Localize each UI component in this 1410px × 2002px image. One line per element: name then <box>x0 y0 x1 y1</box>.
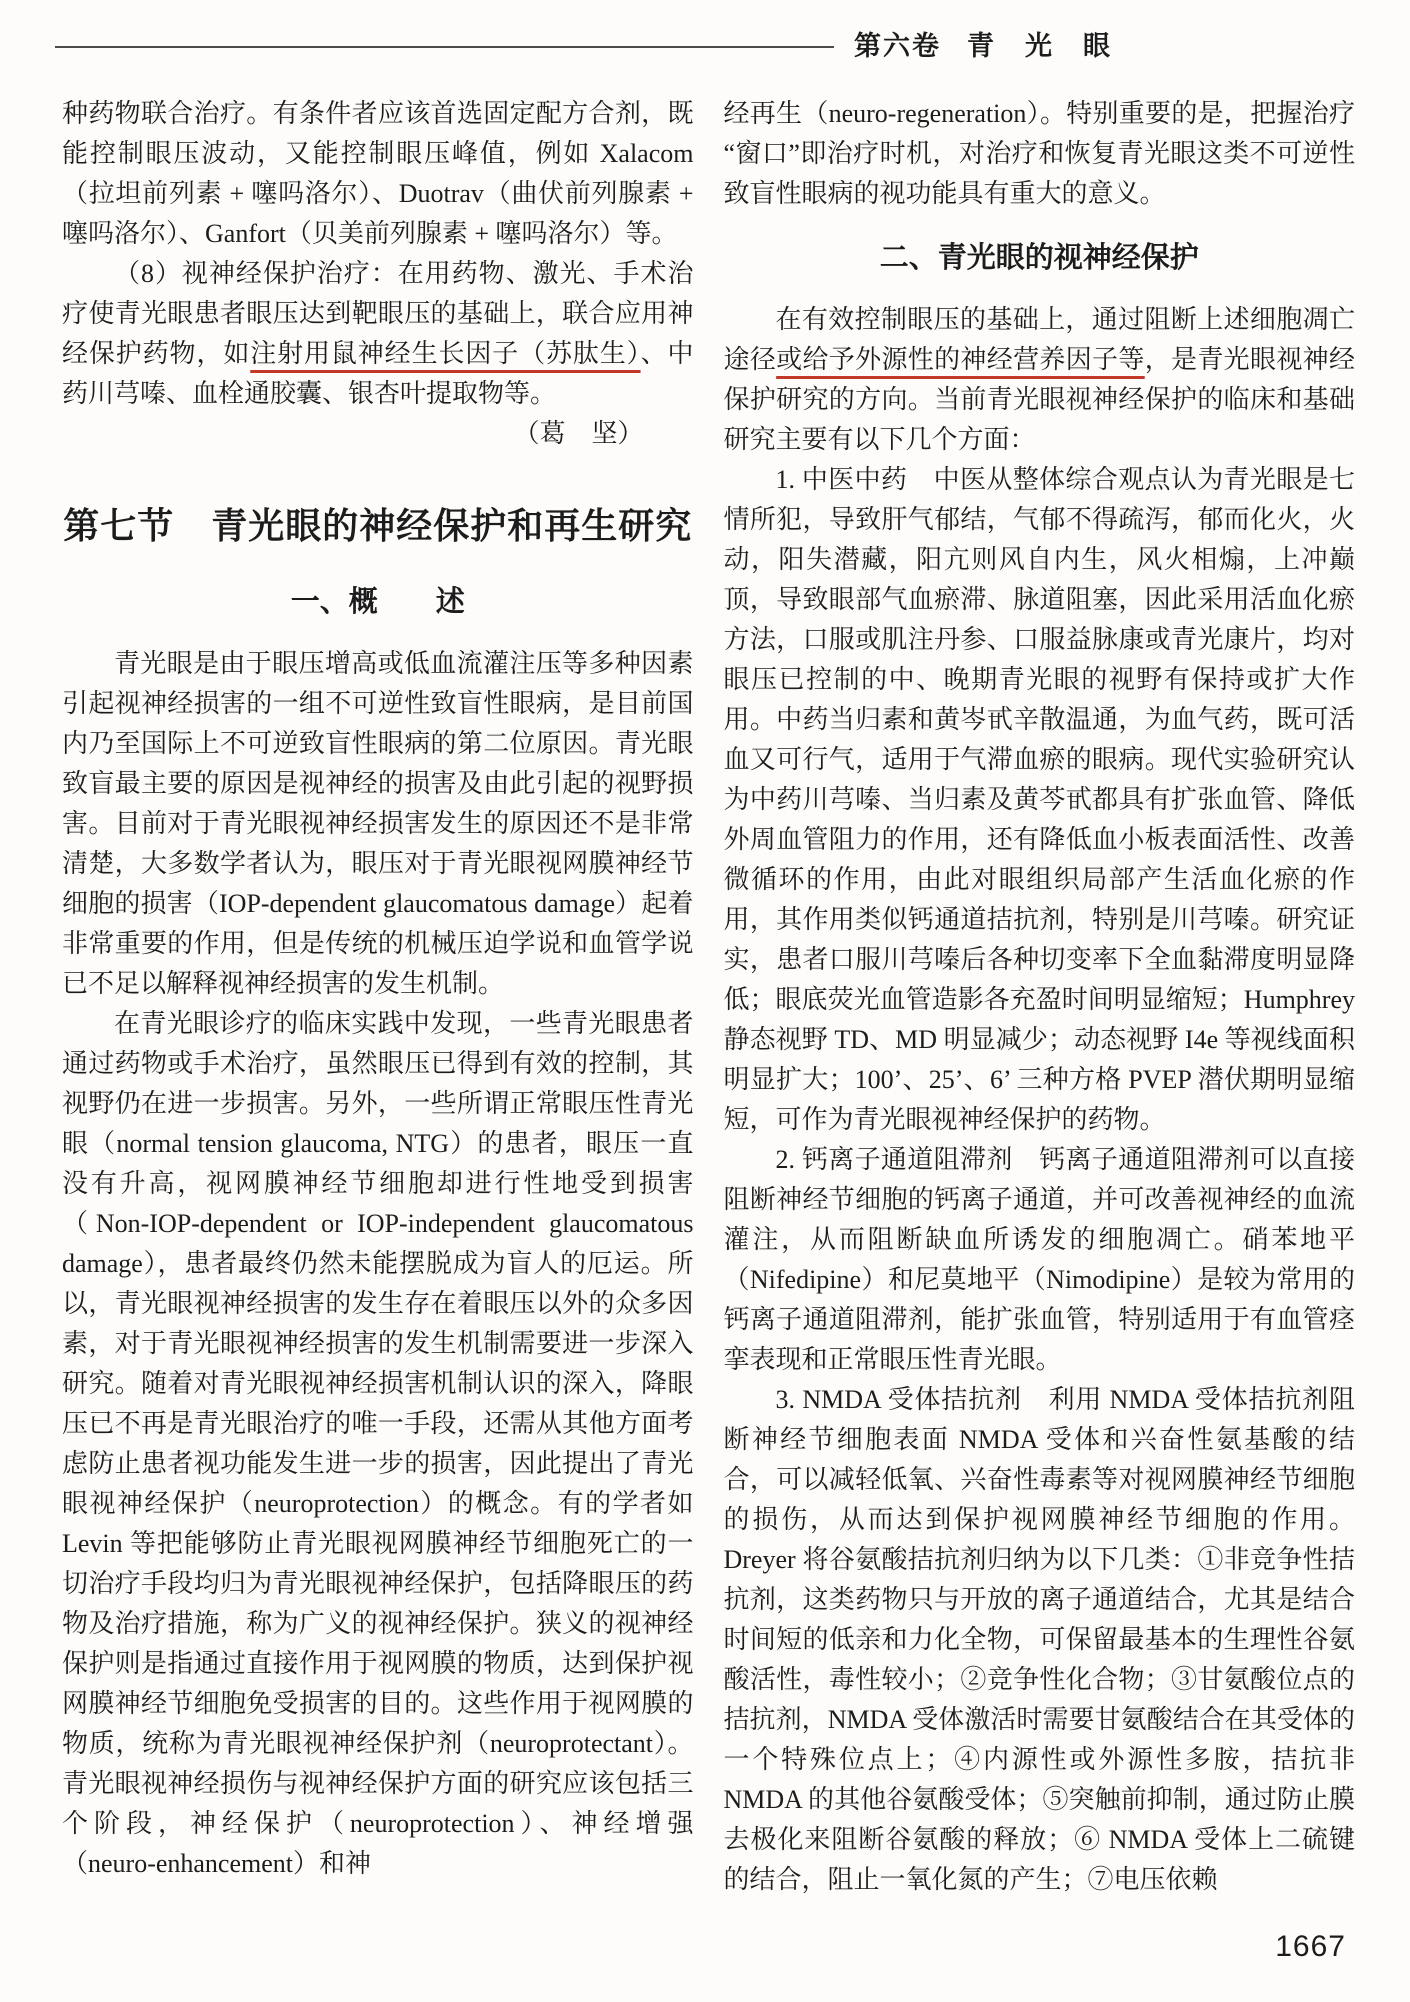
section-7-title: 第七节 青光眼的神经保护和再生研究 <box>63 505 693 546</box>
two-column-body <box>0 60 1410 1900</box>
neuroprotection-intro-paragraph <box>724 300 1356 460</box>
book-title: 青 光 眼 <box>967 30 1112 61</box>
neuroprotection-treatment-paragraph <box>62 254 694 414</box>
volume-label: 第六卷 <box>854 30 941 61</box>
overview-heading: 一、概 述 <box>290 586 465 618</box>
overview-paragraph-1: 青光眼是由于眼压增高或低血流灌注压等多种因素引起视神经损害的一组不可逆性致盲性眼病，是目前国内乃至国际上不可逆致盲性眼病的第二位原因。青光眼致盲最主要的原因是视神经的损害及由此引起的视野损害。目前对于青光眼视神经损害发生的原因还不是非常清楚，大多数学者认为，眼压对于青光眼视网膜神经节细胞的损害（IOP-dependent glaucomatous damage）起着非常重要的作用，但是传统的机械压迫学说和血管学说已不足以解释视神经损害的发生机制。 <box>62 649 694 998</box>
neuroprotection-section-heading: 二、青光眼的视神经保护 <box>879 242 1199 274</box>
right-column <box>724 94 1356 1900</box>
running-head <box>854 24 1112 63</box>
paragraph-text: 在有效控制眼压的基础上，通过阻断上述细胞凋亡途径 <box>723 305 1355 374</box>
page-header <box>0 0 1410 60</box>
paragraph-text: 、中药川芎嗪、血栓通胶囊、银杏叶提取物等。 <box>62 339 694 408</box>
calcium-blocker-paragraph: 2. 钙离子通道阻滞剂 钙离子通道阻滞剂可以直接阻断神经节细胞的钙离子通道，并可改善视神经的血流灌注，从而阻断缺血所诱发的细胞凋亡。硝苯地平（Nifedipine）和尼莫地平（Nimodipine）是较为常用的钙离子通道阻滞剂，能扩张血管，特别适用于有血管痉挛表现和正常眼压性青光眼。 <box>723 1145 1355 1374</box>
paragraph-text: （8）视神经保护治疗：在用药物、激光、手术治疗使青光眼患者眼压达到靶眼压的基础上，联合应用神经保护药物，如 <box>62 259 694 368</box>
overview-paragraph-2: 在青光眼诊疗的临床实践中发现，一些青光眼患者通过药物或手术治疗，虽然眼压已得到有效的控制，其视野仍在进一步损害。另外，一些所谓正常眼压性青光眼（normal tension glaucoma, NTG）的患者，眼压一直没有升高，视网膜神经节细胞却进行性地受到损害（Non-IOP-dependent or IOP-independent glaucomatous damage），患者最终仍然未能摆脱成为盲人的厄运。所以，青光眼视神经损害的发生存在着眼压以外的众多因素，对于青光眼视神经损害的发生机制需要进一步深入研究。随着对青光眼视神经损害机制认识的深入，降眼压已不再是青光眼治疗的唯一手段，还需从其他方面考虑防止患者视功能发生进一步的损害，因此提出了青光眼视神经保护（neuroprotection）的概念。有的学者如 Levin 等把能够防止青光眼视网膜神经节细胞死亡的一切治疗手段均归为青光眼视神经保护，包括降眼压的药物及治疗措施，称为广义的视神经保护。狭义的视神经保护则是指通过直接作用于视网膜的物质，达到保护视网膜神经节细胞免受损害的目的。这些作用于视网膜的物质，统称为青光眼视神经保护剂（neuroprotectant）。青光眼视神经损伤与视神经保护方面的研究应该包括三个阶段，神经保护（neuroprotection）、神经增强（neuro-enhancement）和神 <box>62 1009 694 1878</box>
header-rule <box>55 46 834 48</box>
continued-paragraph: 种药物联合治疗。有条件者应该首选固定配方合剂，既能控制眼压波动，又能控制眼压峰值，例如 Xalacom（拉坦前列素 + 噻吗洛尔）、Duotrav（曲伏前列腺素 + 噻吗洛尔）、Ganfort（贝美前列腺素 + 噻吗洛尔）等。 <box>62 99 694 248</box>
neuro-regeneration-paragraph: 经再生（neuro-regeneration）。特别重要的是，把握治疗“窗口”即治疗时机，对治疗和恢复青光眼这类不可逆性致盲性眼病的视功能具有重大的意义。 <box>723 99 1355 208</box>
left-column <box>62 94 694 1900</box>
nmda-antagonist-paragraph: 3. NMDA 受体拮抗剂 利用 NMDA 受体拮抗剂阻断神经节细胞表面 NMDA 受体和兴奋性氨基酸的结合，可以减轻低氧、兴奋性毒素等对视网膜神经节细胞的损伤，从而达到保护视网膜神经节细胞的作用。Dreyer 将谷氨酸拮抗剂归纳为以下几类：①非竞争性拮抗剂，这类药物只与开放的离子通道结合，尤其是结合时间短的低亲和力化全物，可保留最基本的生理性谷氨酸活性，毒性较小；②竞争性化合物；③甘氨酸位点的拮抗剂，NMDA 受体激活时需要甘氨酸结合在其受体的一个特殊位点上；④内源性或外源性多胺，拮抗非 NMDA 的其他谷氨酸受体；⑤突触前抑制，通过防止膜去极化来阻断谷氨酸的释放；⑥ NMDA 受体上二硫键的结合，阻止一氧化氮的产生；⑦电压依赖 <box>723 1385 1355 1894</box>
page-number: 1667 <box>1275 1930 1346 1963</box>
author-byline: （葛 坚） <box>513 419 644 448</box>
tcm-item-paragraph: 1. 中医中药 中医从整体综合观点认为青光眼是七情所犯，导致肝气郁结，气郁不得疏泻，郁而化火，火动，阳失潜藏，阳亢则风自内生，风火相煽，上冲巅顶，导致眼部气血瘀滞、脉道阻塞，因此采用活血化瘀方法，口服或肌注丹参、口服益脉康或青光康片，均对眼压已控制的中、晚期青光眼的视野有保持或扩大作用。中药当归素和黄岑甙辛散温通，为血气药，既可活血又可行气，适用于气滞血瘀的眼病。现代实验研究认为中药川芎嗪、当归素及黄芩甙都具有扩张血管、降低外周血管阻力的作用，还有降低血小板表面活性、改善微循环的作用，由此对眼组织局部产生活血化瘀的作用，其作用类似钙通道拮抗剂，特别是川芎嗪。研究证实，患者口服川芎嗪后各种切变率下全血黏滞度明显降低；眼底荧光血管造影各充盈时间明显缩短；Humphrey 静态视野 TD、MD 明显减少；动态视野 I4e 等视线面积明显扩大；100’、25’、6’ 三种方格 PVEP 潜伏期明显缩短，可作为青光眼视神经保护的药物。 <box>723 465 1355 1134</box>
red-underline-annotation: 注射用鼠神经生长因子（苏肽生） <box>250 339 641 368</box>
paragraph-text: ，是青光眼视神经保护研究的方向。当前青光眼视神经保护的临床和基础研究主要有以下几个方面： <box>723 345 1355 454</box>
red-underline-annotation: 或给予外源性的神经营养因子等 <box>776 345 1145 374</box>
